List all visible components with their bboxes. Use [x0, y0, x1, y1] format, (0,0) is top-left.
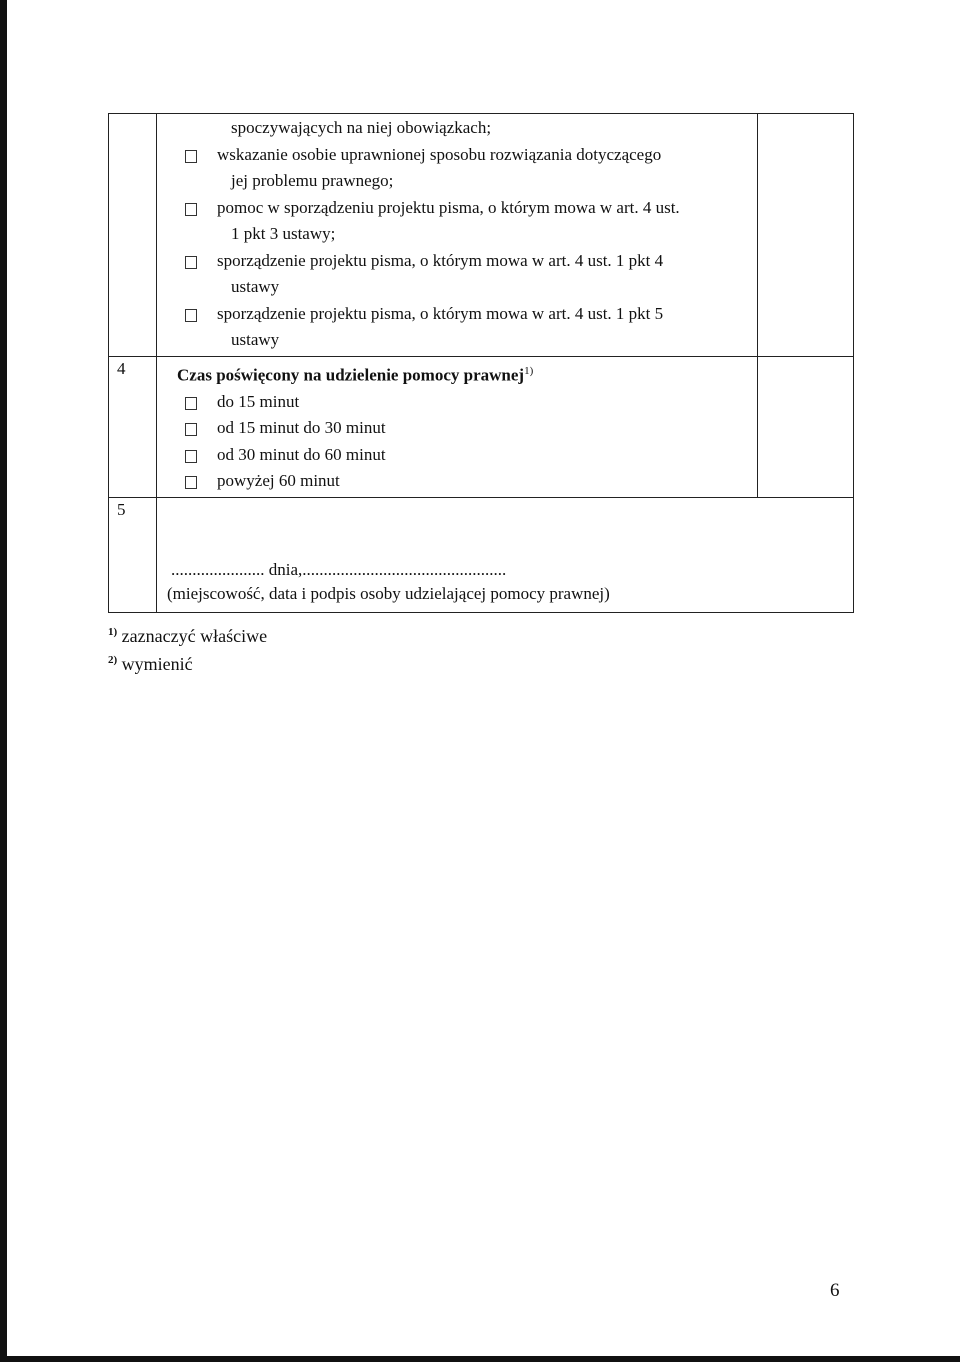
row-number: 5: [109, 497, 157, 612]
form-table: [108, 113, 854, 613]
signature-caption: (miejscowość, data i podpis osoby udzielającej pomocy prawnej): [167, 583, 610, 603]
checkbox-icon[interactable]: [185, 309, 197, 322]
place-date-dots: ...................... dnia,................................................: [171, 559, 507, 579]
checkbox-icon[interactable]: [185, 256, 197, 269]
help-type-options: [157, 114, 758, 357]
option-checkbox[interactable]: powyżej 60 minut: [171, 468, 757, 495]
option-checkbox[interactable]: wskazanie osobie uprawnionej sposobu rozwiązania dotyczącego: [171, 142, 757, 169]
option-checkbox[interactable]: sporządzenie projektu pisma, o którym mowa w art. 4 ust. 1 pkt 4: [171, 248, 757, 275]
signature-cell: [157, 497, 854, 612]
option-text: ustawy: [231, 277, 280, 296]
footnote: $^{2)}$ wymienić: [108, 654, 193, 674]
option-text: jej problemu prawnego;: [231, 171, 394, 190]
scan-bottom-edge: [0, 1356, 960, 1362]
page-number: 6: [830, 1280, 840, 1301]
footnotes: [108, 620, 267, 676]
row-number: [109, 114, 157, 357]
option-text: 1 pkt 3 ustawy;: [231, 224, 336, 243]
option-checkbox[interactable]: od 30 minut do 60 minut: [171, 442, 757, 469]
checkbox-icon[interactable]: [185, 476, 197, 489]
empty-cell: [758, 356, 854, 497]
checkbox-icon[interactable]: [185, 397, 197, 410]
option-checkbox[interactable]: sporządzenie projektu pisma, o którym mowa w art. 4 ust. 1 pkt 5: [171, 301, 757, 328]
option-checkbox[interactable]: do 15 minut: [171, 389, 757, 416]
table-row: [109, 497, 854, 612]
option-text: spoczywających na niej obowiązkach;: [231, 118, 492, 137]
table-row: [109, 356, 854, 497]
scan-left-edge: [0, 0, 7, 1362]
option-checkbox[interactable]: pomoc w sporządzeniu projektu pisma, o którym mowa w art. 4 ust.: [171, 195, 757, 222]
row-number: 4: [109, 356, 157, 497]
empty-cell: [758, 114, 854, 357]
checkbox-icon[interactable]: [185, 423, 197, 436]
checkbox-icon[interactable]: [185, 150, 197, 163]
table-row: [109, 114, 854, 357]
checkbox-icon[interactable]: [185, 203, 197, 216]
time-spent-section: [157, 356, 758, 497]
time-spent-heading: Czas poświęcony na udzielenie pomocy prawnej$^{1)}$: [177, 364, 534, 385]
footnote: $^{1)}$ zaznaczyć właściwe: [108, 626, 268, 646]
checkbox-icon[interactable]: [185, 450, 197, 463]
option-text: ustawy: [231, 330, 280, 349]
option-checkbox[interactable]: od 15 minut do 30 minut: [171, 415, 757, 442]
